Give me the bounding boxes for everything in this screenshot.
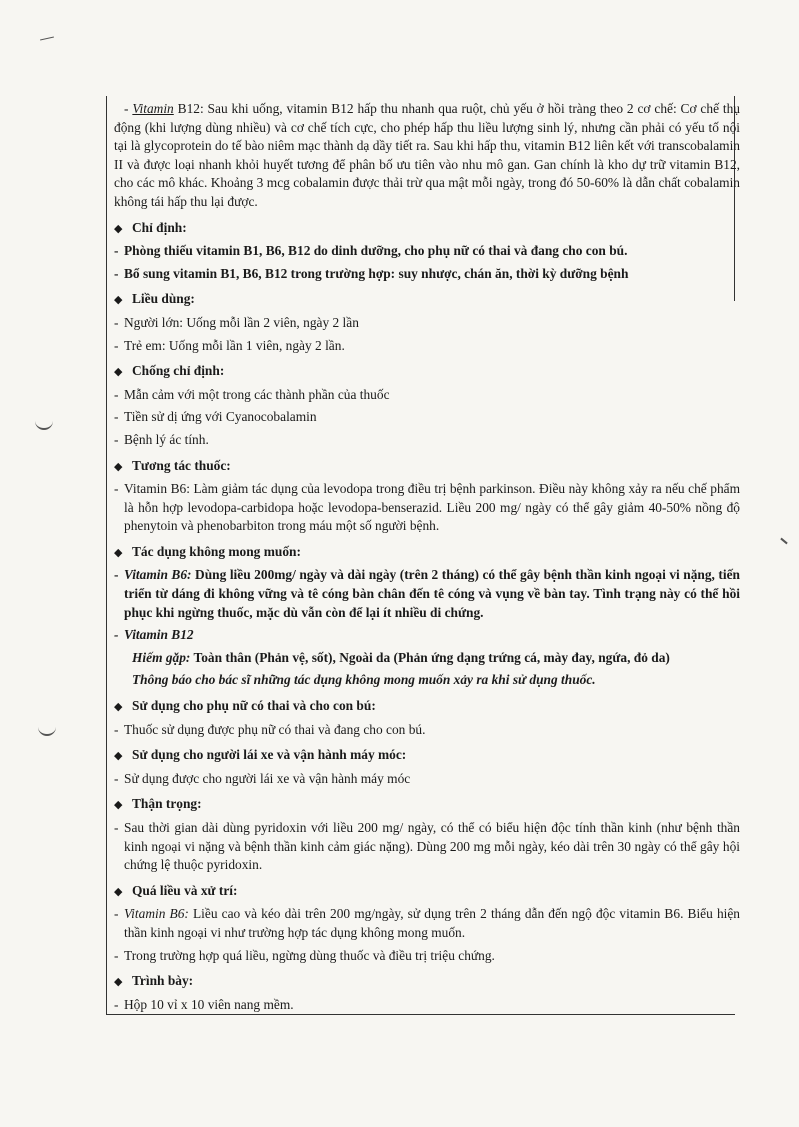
section-heading-lieu-dung: ◆ Liều dùng: [114, 290, 740, 310]
notice-paragraph: Thông báo cho bác sĩ những tác dụng không mong muốn xảy ra khi sử dụng thuốc. [132, 672, 596, 688]
list-item: - Sau thời gian dài dùng pyridoxin với liều 200 mg/ ngày, có thể có biểu hiện độc tính thần kinh (như bệnh thần kinh ngoại vi nặng và bệnh thần kinh cảm giác nặng). Dùng 200 mg mỗi ngày, kéo dài trên 30 ngày có thể gây hội chứng lệ thuộc pyridoxin. [114, 820, 740, 873]
intro-paragraph: - Vitamin B12: Sau khi uống, vitamin B12 hấp thu nhanh qua ruột, chủ yếu ở hồi tràng theo 2 cơ chế: Cơ chế thụ động (khi lượng dùng nhiều) và cơ chế tích cực, cho phép hấp thu liều lượng sinh lý, nhưng cần phải có yếu tố nội tại là glycoprotein do tế bào niêm mạc thành dạ dầy tiết ra. Sau khi hấp thu, vitamin B12 liên kết với transcobalamin II và được loại nhanh khỏi huyết tương để phân bố ưu tiên vào nhu mô gan. Gan chính là kho dự trữ vitamin B12, cho các mô khác. Khoảng 3 mcg cobalamin được thải trừ qua mật mỗi ngày, trong đó 50-60% là dẫn chất cobalamin không tái hấp thu lại được. [114, 101, 740, 209]
diamond-bullet-icon: ◆ [114, 294, 123, 307]
punch-hole-mark-bottom [38, 724, 56, 736]
scan-speck [40, 37, 54, 41]
list-item: - Thuốc sử dụng được phụ nữ có thai và đang cho con bú. [114, 721, 426, 737]
diamond-bullet-icon: ◆ [114, 701, 123, 714]
section-heading-lai-xe: ◆ Sử dụng cho người lái xe và vận hành máy móc: [114, 746, 740, 766]
list-item: - Tiền sử dị ứng với Cyanocobalamin [114, 409, 317, 425]
list-item: - Trong trường hợp quá liều, ngừng dùng thuốc và điều trị triệu chứng. [114, 947, 495, 963]
section-heading-phu-nu-co-thai: ◆ Sử dụng cho phụ nữ có thai và cho con bú: [114, 697, 740, 717]
list-item: - Hộp 10 vỉ x 10 viên nang mềm. [114, 996, 294, 1012]
section-heading-qua-lieu: ◆ Quá liều và xử trí: [114, 882, 740, 902]
document-body [114, 100, 740, 1014]
diamond-bullet-icon: ◆ [114, 222, 123, 235]
section-heading-tuong-tac: ◆ Tương tác thuốc: [114, 457, 740, 477]
intro-label: Vitamin [132, 101, 174, 116]
list-item: - Người lớn: Uống mỗi lần 2 viên, ngày 2 lần [114, 314, 359, 330]
intro-text: B12: Sau khi uống, vitamin B12 hấp thu nhanh qua ruột, chủ yếu ở hồi tràng theo 2 cơ chế: Cơ chế thụ động (khi lượng dùng nhiều) và cơ chế tích cực, cho phép hấp thu liều lượng sinh lý, nhưng cần phải có yếu tố nội tại là glycoprotein do tế bào niêm mạc thành dạ dầy tiết ra. Sau khi hấp thu, vitamin B12 liên kết với transcobalamin II và được loại nhanh khỏi huyết tương để phân bố ưu tiên vào nhu mô gan. Gan chính là kho dự trữ vitamin B12, cho các mô khác. Khoảng 3 mcg cobalamin được thải trừ qua mật mỗi ngày, trong đó 50-60% là dẫn chất cobalamin không tái hấp thu lại được. [114, 101, 740, 209]
diamond-bullet-icon: ◆ [114, 546, 123, 559]
diamond-bullet-icon: ◆ [114, 460, 123, 473]
list-item: - Vitamin B6: Liều cao và kéo dài trên 200 mg/ngày, sử dụng trên 2 tháng dẫn đến ngộ độc vitamin B6. Biểu hiện thần kinh ngoại vi như trường hợp tác dụng không mong muốn. [114, 906, 741, 940]
diamond-bullet-icon: ◆ [114, 750, 123, 763]
diamond-bullet-icon: ◆ [114, 366, 123, 379]
diamond-bullet-icon: ◆ [114, 976, 123, 989]
scan-speck [780, 538, 787, 545]
list-item: - Bổ sung vitamin B1, B6, B12 trong trường hợp: suy nhược, chán ăn, thời kỳ dưỡng bệnh [114, 265, 629, 281]
hiem-gap-paragraph: Hiếm gặp: Toàn thân (Phản vệ, sốt), Ngoài da (Phản ứng dạng trứng cá, mày đay, ngứa, đỏ da) [132, 649, 670, 665]
list-item: - Vitamin B12 [114, 627, 194, 643]
section-heading-chi-dinh: ◆ Chỉ định: [114, 219, 740, 239]
section-heading-chong-chi-dinh: ◆ Chống chỉ định: [114, 362, 740, 382]
section-heading-than-trong: ◆ Thận trọng: [114, 795, 740, 815]
list-item: - Bệnh lý ác tính. [114, 431, 209, 447]
diamond-bullet-icon: ◆ [114, 885, 123, 898]
list-item: - Sử dụng được cho người lái xe và vận hành máy móc [114, 770, 411, 786]
list-item: - Phòng thiếu vitamin B1, B6, B12 do dinh dưỡng, cho phụ nữ có thai và đang cho con bú. [114, 243, 628, 259]
list-item: - Trẻ em: Uống mỗi lần 1 viên, ngày 2 lần. [114, 337, 345, 353]
list-item: - Mẫn cảm với một trong các thành phần của thuốc [114, 386, 390, 402]
section-heading-trinh-bay: ◆ Trình bày: [114, 972, 740, 992]
list-item: - Vitamin B6: Dùng liều 200mg/ ngày và dài ngày (trên 2 tháng) có thể gây bệnh thần kinh ngoại vi nặng, tiến triển từ dáng đi không vững và tê cóng bàn chân đến tê cóng và vụng về bàn tay. Tình trạng này có thể hồi phục khi ngừng thuốc, mặc dù vẫn còn để lại ít nhiều di chứng. [114, 567, 740, 620]
list-item: - Vitamin B6: Làm giảm tác dụng của levodopa trong điều trị bệnh parkinson. Điều này không xảy ra nếu chế phẩm là hỗn hợp levodopa-carbidopa hoặc levodopa-benserazid. Liều 200 mg/ ngày có thể gây giảm 40-50% nồng độ phenytoin và phenobarbiton trong máu một số người bệnh. [114, 481, 740, 534]
punch-hole-mark-top [35, 418, 53, 430]
section-heading-tac-dung-khong-mong-muon: ◆ Tác dụng không mong muốn: [114, 543, 740, 563]
diamond-bullet-icon: ◆ [114, 799, 123, 812]
